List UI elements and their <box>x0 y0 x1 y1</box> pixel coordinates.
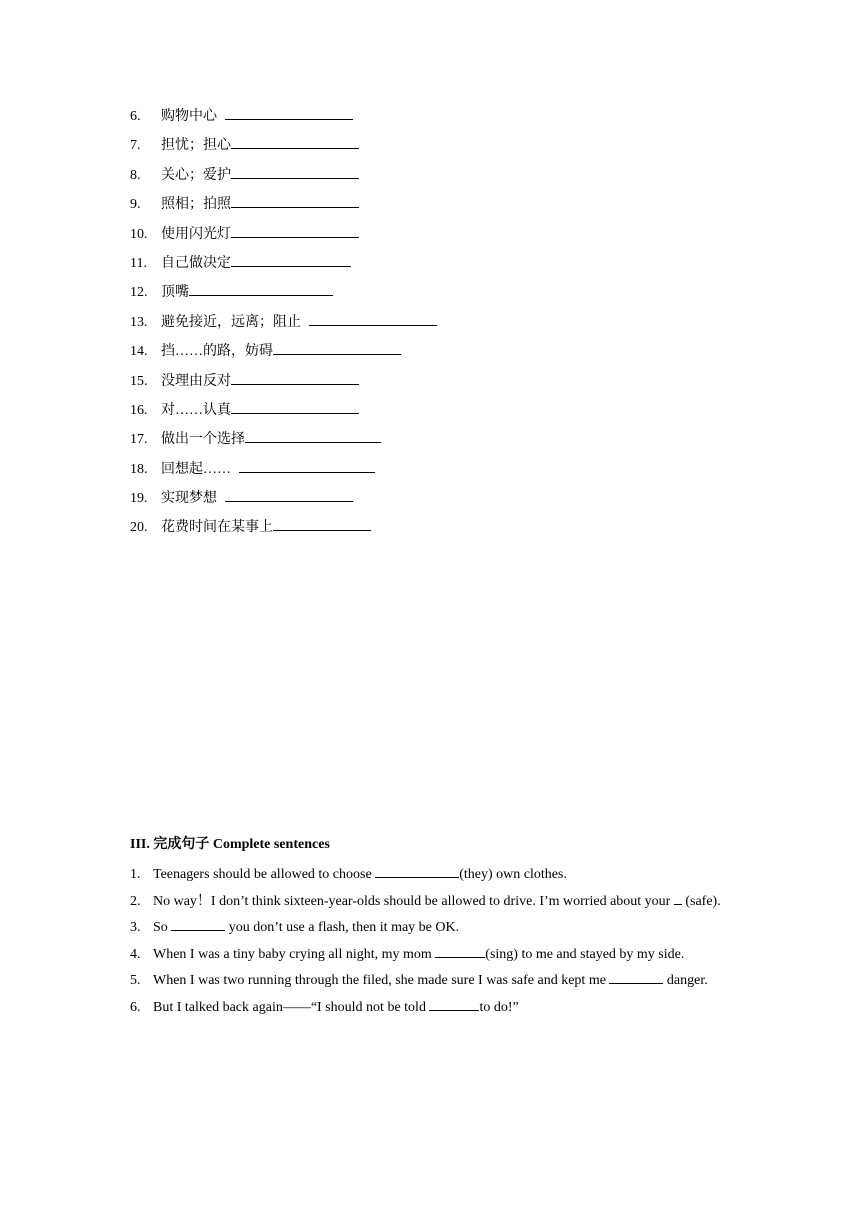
list-item <box>130 252 750 281</box>
item-text: 实现梦想 <box>161 491 217 507</box>
answer-blank[interactable] <box>674 890 682 905</box>
sentence-text-before: No way！I don’t think sixteen-year-olds should be allowed to drive. I’m worried about your <box>153 893 674 909</box>
item-number: 8. <box>130 167 141 183</box>
answer-blank[interactable] <box>189 281 333 296</box>
sentence-number: 1. <box>130 867 141 882</box>
sentence-text-after: (they) own clothes. <box>459 867 567 882</box>
sentence-item <box>130 889 740 916</box>
item-text: 担忧；担心 <box>161 138 231 154</box>
list-item <box>130 311 750 340</box>
item-number: 12. <box>130 285 148 301</box>
answer-blank[interactable] <box>231 252 351 267</box>
item-number: 10. <box>130 226 148 242</box>
item-number: 7. <box>130 138 141 154</box>
item-text: 使用闪光灯 <box>161 226 231 242</box>
sentence-item <box>130 968 740 995</box>
sentence-text-after: to do!” <box>479 999 519 1015</box>
list-item <box>130 134 750 163</box>
item-number: 20. <box>130 520 148 536</box>
answer-blank[interactable] <box>245 428 381 443</box>
list-item <box>130 487 750 516</box>
answer-blank[interactable] <box>231 370 359 385</box>
sentence-text-after: you don’t use a flash, then it may be OK. <box>225 920 460 935</box>
sentence-item <box>130 995 740 1022</box>
sentence-text-before: But I talked back again——“I should not be told <box>153 999 430 1015</box>
item-number: 11. <box>130 255 147 271</box>
answer-blank[interactable] <box>375 863 459 878</box>
sentence-number: 3. <box>130 920 141 935</box>
list-item <box>130 399 750 428</box>
list-item <box>130 193 750 222</box>
item-text: 做出一个选择 <box>161 432 245 448</box>
item-number: 17. <box>130 432 148 448</box>
sentence-text-before: Teenagers should be allowed to choose <box>153 867 376 882</box>
sentence-text-before: So <box>153 920 172 935</box>
item-text: 购物中心 <box>161 109 217 124</box>
item-text: 挡……的路，妨碍 <box>161 344 273 360</box>
complete-sentences-section <box>130 835 740 1021</box>
item-number: 9. <box>130 197 141 213</box>
item-text: 回想起…… <box>161 461 231 477</box>
list-item <box>130 223 750 252</box>
item-text: 避免接近，远离；阻止 <box>161 314 301 330</box>
sentence-item <box>130 862 740 889</box>
item-number: 19. <box>130 491 148 507</box>
item-text: 对……认真 <box>161 402 231 418</box>
vocab-list <box>130 105 750 546</box>
item-number: 16. <box>130 402 148 418</box>
sentence-text-after: (safe). <box>681 893 721 909</box>
item-number: 14. <box>130 344 148 360</box>
answer-blank[interactable] <box>231 193 359 208</box>
item-number: 6. <box>130 109 141 124</box>
list-item <box>130 370 750 399</box>
sentence-number: 5. <box>130 973 141 988</box>
answer-blank[interactable] <box>231 134 359 149</box>
sentence-item <box>130 915 740 942</box>
item-text: 自己做决定 <box>161 255 231 271</box>
answer-blank[interactable] <box>239 458 375 473</box>
item-number: 13. <box>130 314 148 330</box>
answer-blank[interactable] <box>435 943 485 958</box>
answer-blank[interactable] <box>429 996 479 1011</box>
sentence-number: 2. <box>130 893 141 909</box>
list-item <box>130 164 750 193</box>
sentence-text-before: When I was two running through the filed, she made sure I was safe and kept me <box>153 973 610 988</box>
answer-blank[interactable] <box>231 223 359 238</box>
answer-blank[interactable] <box>609 969 663 984</box>
answer-blank[interactable] <box>231 164 359 179</box>
answer-blank[interactable] <box>225 105 353 120</box>
list-item <box>130 281 750 310</box>
sentence-text-before: When I was a tiny baby crying all night, my mom <box>153 946 436 962</box>
item-text: 没理由反对 <box>161 373 231 389</box>
item-text: 关心；爱护 <box>161 167 231 183</box>
list-item <box>130 428 750 457</box>
sentence-number: 6. <box>130 999 141 1015</box>
list-item <box>130 340 750 369</box>
sentence-item <box>130 942 740 969</box>
answer-blank[interactable] <box>231 399 359 414</box>
sentence-text-after: (sing) to me and stayed by my side. <box>485 946 685 962</box>
answer-blank[interactable] <box>225 487 353 502</box>
answer-blank[interactable] <box>273 516 371 531</box>
sentence-text-after: danger. <box>663 973 708 988</box>
item-number: 18. <box>130 461 148 477</box>
sentence-list <box>130 862 740 1021</box>
section-title: III. 完成句子 Complete sentences <box>130 837 330 852</box>
item-text: 顶嘴 <box>161 285 189 301</box>
list-item <box>130 458 750 487</box>
list-item <box>130 516 750 545</box>
answer-blank[interactable] <box>309 311 437 326</box>
answer-blank[interactable] <box>171 916 225 931</box>
list-item <box>130 105 750 134</box>
answer-blank[interactable] <box>273 340 401 355</box>
item-text: 照相；拍照 <box>161 197 231 213</box>
sentence-number: 4. <box>130 946 141 962</box>
item-number: 15. <box>130 373 148 389</box>
item-text: 花费时间在某事上 <box>161 520 273 536</box>
